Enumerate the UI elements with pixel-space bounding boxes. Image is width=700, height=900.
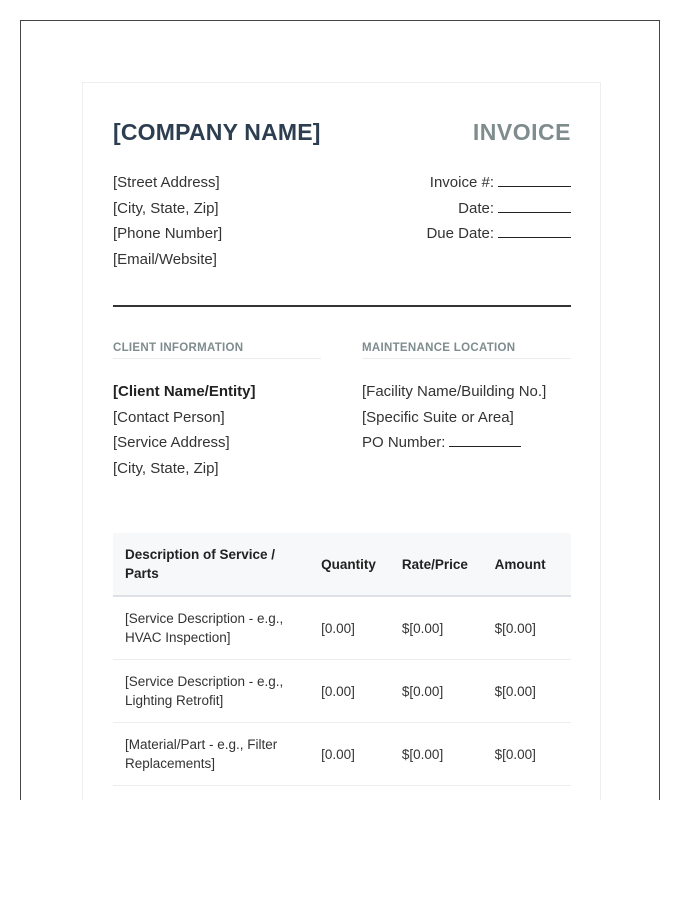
facility-name: [Facility Name/Building No.] [362,383,547,400]
invoice-sheet [82,82,601,800]
header-rate: Rate/Price [390,533,483,596]
cell-rate: $[0.00] [390,660,483,723]
po-number-label: PO Number: [362,434,446,452]
po-number-blank [449,432,521,447]
client-city-state-zip: [City, State, Zip] [113,460,219,478]
client-heading: CLIENT INFORMATION [113,342,321,359]
page-frame [20,20,660,800]
invoice-meta [426,170,571,247]
cell-quantity: [0.00] [309,723,390,786]
company-address [113,170,222,273]
header-description: Description of Service / Parts [113,533,309,596]
date-blank [498,198,571,213]
location-details [362,379,571,456]
company-name: [COMPANY NAME] [113,119,321,145]
service-address: [Service Address] [113,434,230,452]
header-divider [113,305,571,307]
client-name: [Client Name/Entity] [113,383,256,400]
phone-number: [Phone Number] [113,225,223,243]
cell-rate: $[0.00] [390,723,483,786]
client-details [113,379,321,482]
client-information [113,342,321,482]
location-heading: MAINTENANCE LOCATION [362,342,571,359]
date-row [426,196,571,222]
due-date-label: Due Date: [426,225,494,243]
cell-description: [Service Description - e.g., Lighting Retrofit] [113,660,309,723]
cell-quantity: [0.00] [309,596,390,660]
maintenance-location [362,342,571,456]
invoice-number-label: Invoice #: [429,174,494,191]
table-row [113,596,571,660]
invoice-number-row [426,170,571,196]
cell-amount: $[0.00] [483,596,571,660]
cell-amount: $[0.00] [483,660,571,723]
cell-rate: $[0.00] [390,596,483,660]
table-row [113,660,571,723]
cell-description: [Service Description - e.g., HVAC Inspection] [113,596,309,660]
due-date-blank [498,223,571,238]
header-quantity: Quantity [309,533,390,596]
date-label: Date: [458,199,494,217]
cell-description: [Material/Part - e.g., Filter Replacements] [113,723,309,786]
invoice-header [113,119,571,159]
street-address: [Street Address] [113,174,220,191]
line-items-table [113,533,571,786]
suite-area: [Specific Suite or Area] [362,408,514,426]
table-header-row [113,533,571,596]
contact-person: [Contact Person] [113,408,225,426]
email-website: [Email/Website] [113,251,217,269]
invoice-number-blank [498,172,571,187]
cell-amount: $[0.00] [483,723,571,786]
table-row [113,723,571,786]
invoice-title: INVOICE [472,119,571,145]
cell-quantity: [0.00] [309,660,390,723]
due-date-row [426,221,571,247]
header-amount: Amount [483,533,571,596]
city-state-zip: [City, State, Zip] [113,199,219,217]
po-number-row [362,430,571,456]
